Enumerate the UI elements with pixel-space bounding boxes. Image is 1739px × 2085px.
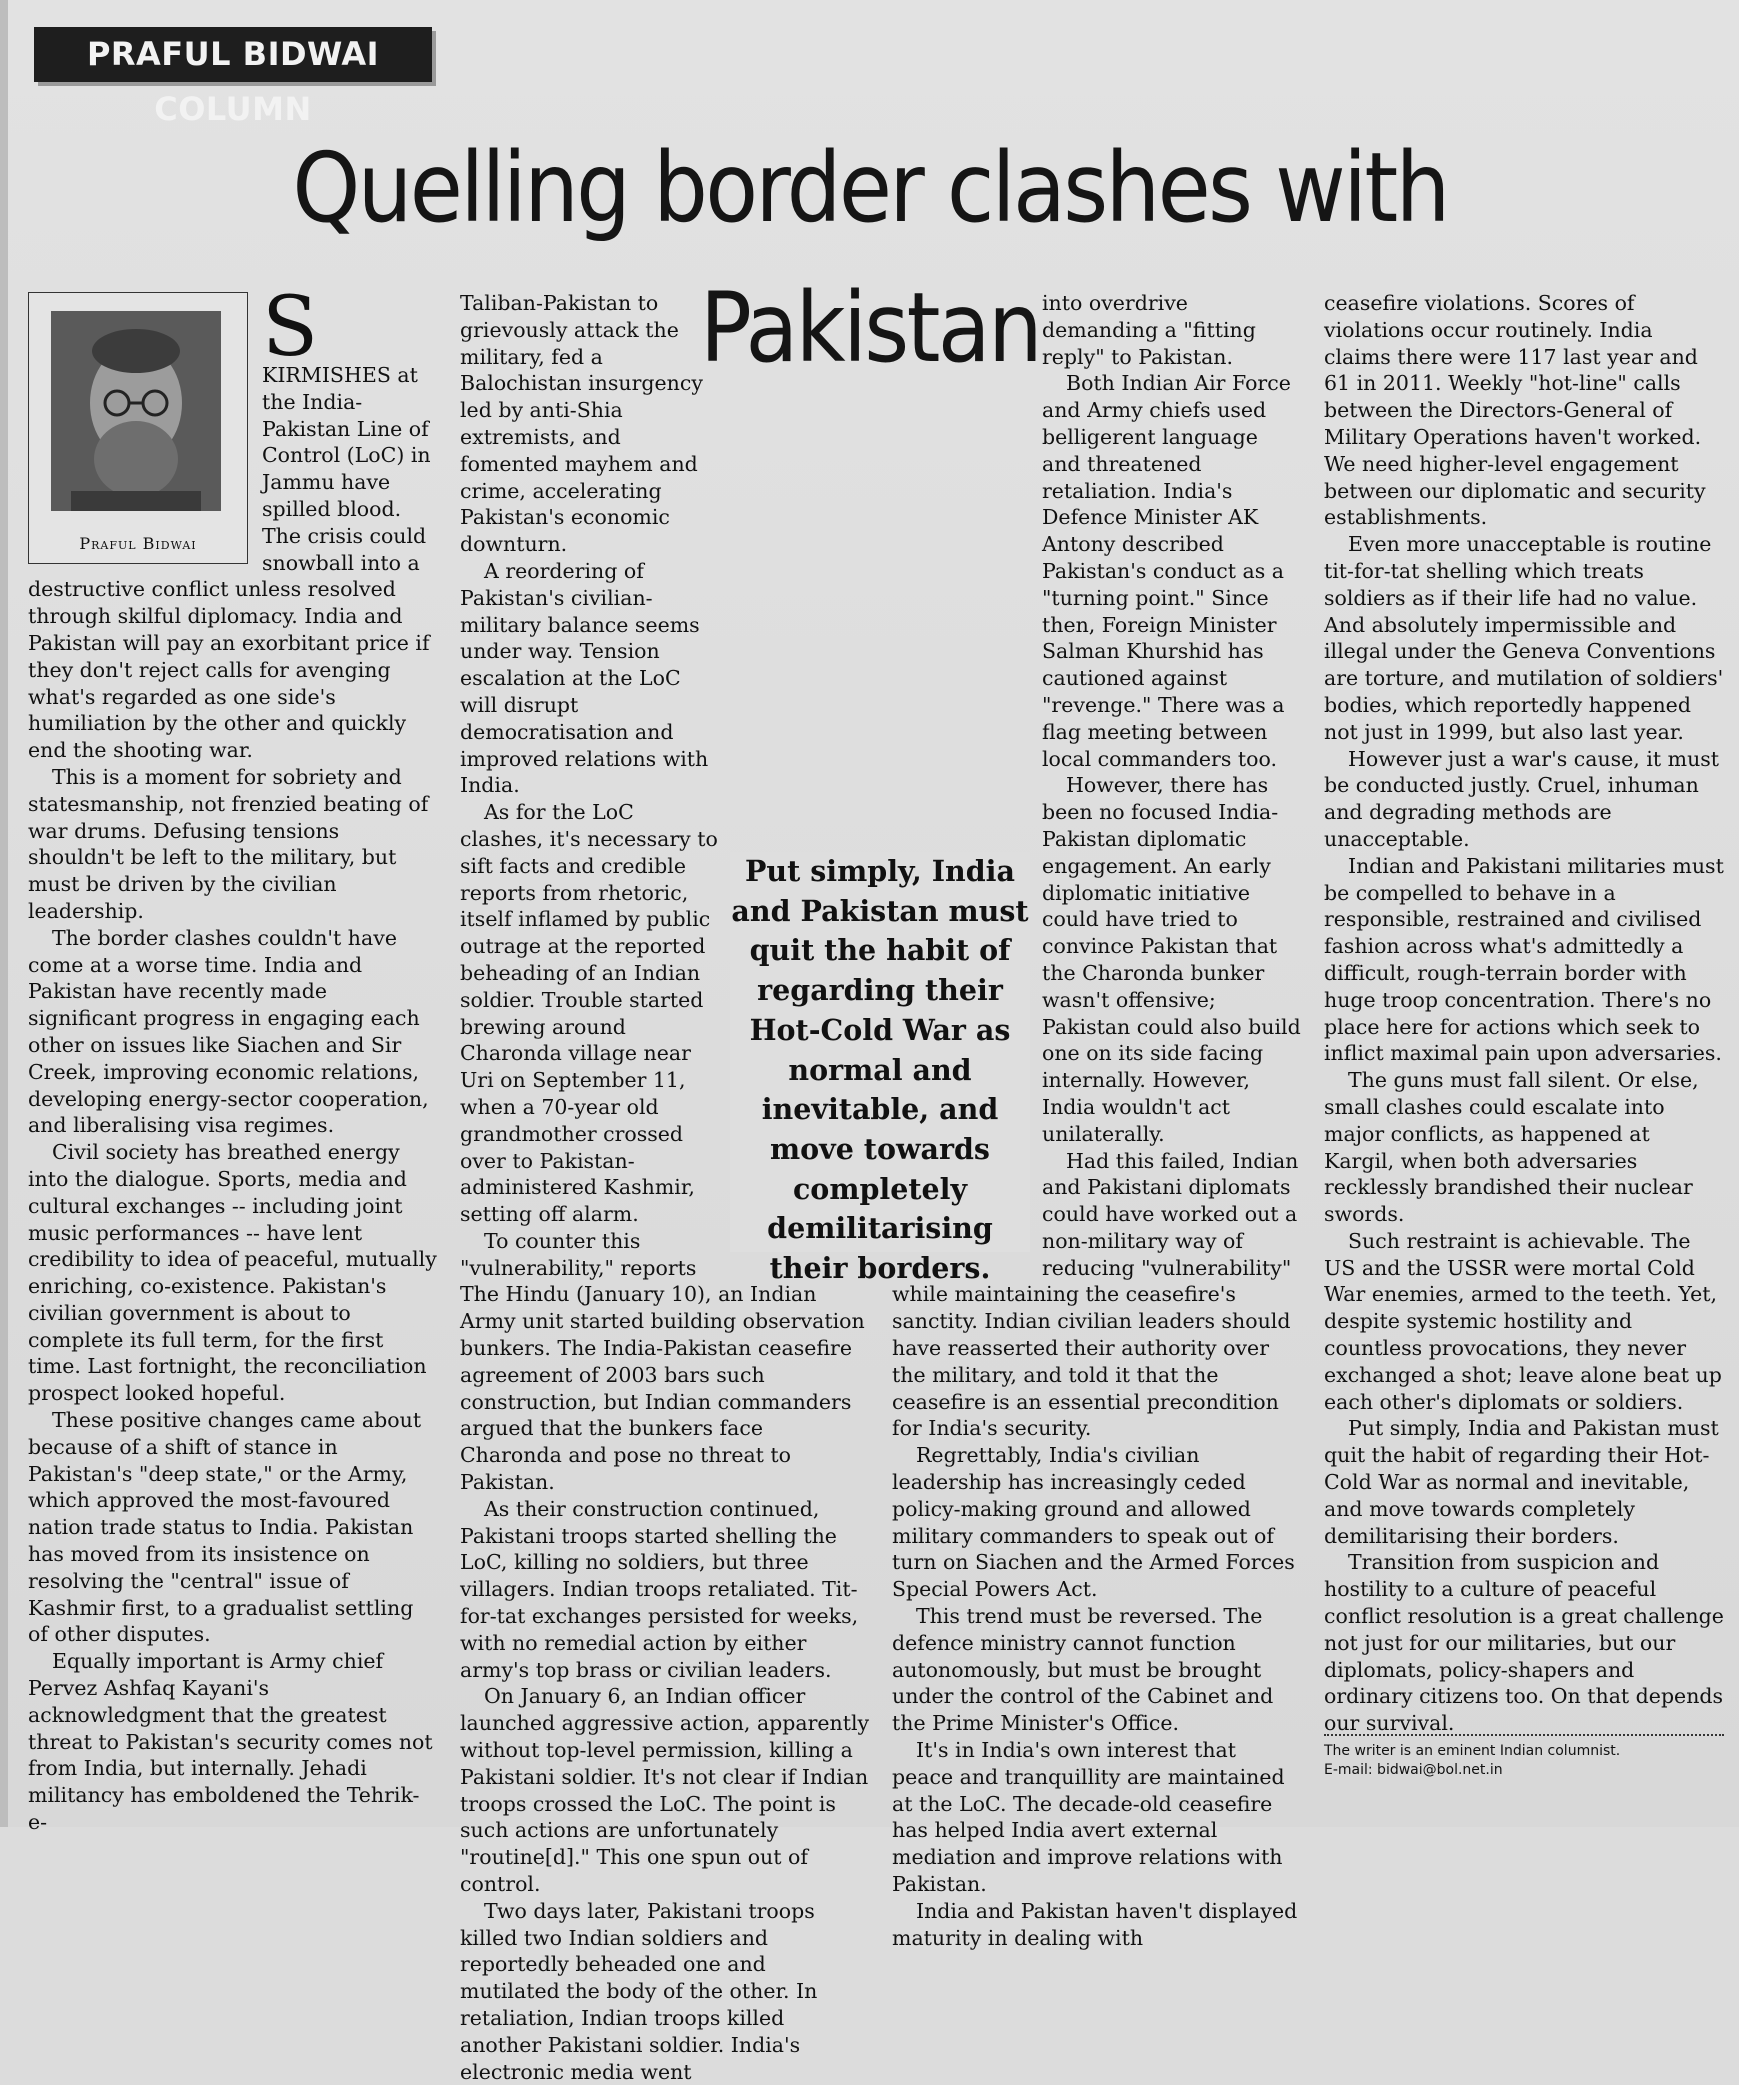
paragraph: Had this failed, Indian and Pakistani diplomats could have worked out a non-military way of reducing "vulnerability" while maintaining the ceasefire's sanctity. Indian civilian leaders should have reasserted their authority over the military, and told it that the ceasefire is an essential precondition for India's security.: [892, 1148, 1299, 1441]
paragraph: Indian and Pakistani militaries must be compelled to behave in a responsible, restrained and civilised fashion across what's admittedly a difficult, rough-terrain border with huge troop concentration. There's no place here for actions which seek to inflict maximal pain upon adversaries.: [1324, 853, 1724, 1066]
article-column-4: [1324, 290, 1724, 1736]
paragraph: Taliban-Pakistan to grievously attack the military, fed a Balochistan insurgency led by anti-Shia extremists, and fomented mayhem and crime, accelerating Pakistan's economic downturn.: [460, 291, 703, 557]
paragraph: As their construction continued, Pakistani troops started shelling the LoC, killing no soldiers, but three villagers. Indian troops retaliated. Tit-for-tat exchanges persisted for weeks, with no remedial action by either army's top brass or civilian leaders.: [460, 1496, 859, 1682]
paragraph: Put simply, India and Pakistan must quit the habit of regarding their Hot-Cold War as normal and inevitable, and move towards completely demilitarising their borders.: [1324, 1416, 1719, 1548]
paragraph: However just a war's cause, it must be conducted justly. Cruel, inhuman and degrading methods are unacceptable.: [1324, 746, 1720, 851]
pull-quote: Put simply, India and Pakistan must quit the habit of regarding their Hot-Cold War as normal and inevitable, and move towards completely demilitarising their borders.: [731, 854, 1029, 1286]
author-portrait-image: [51, 311, 221, 511]
drop-cap: S: [262, 280, 319, 375]
paragraph: The border clashes couldn't have come at a worse time. India and Pakistan have recently made significant progress in engaging each other on issues like Siachen and Sir Creek, improving economic relations, developing energy-sector cooperation, and liberalising visa regimes.: [28, 925, 429, 1138]
paragraph: Both Indian Air Force and Army chiefs used belligerent language and threatened retaliation. India's Defence Minister AK Antony described Pakistan's conduct as a "turning point." Since then, Foreign Minister Salman Khurshid has cautioned against "revenge." There was a flag meeting between local commanders too.: [1042, 371, 1291, 771]
article-column-1: [28, 280, 438, 1835]
paragraph: However, there has been no focused India-Pakistan diplomatic engagement. An early diplomatic initiative could have tried to convince Pakistan that the Charonda bunker wasn't offensive; Pakistan could also build one on its side facing internally. However, India wouldn't act unilaterally.: [1042, 773, 1301, 1146]
paragraph: A reordering of Pakistan's civilian-military balance seems under way. Tension escalation at the LoC will disrupt democratisation and improved relations with India.: [460, 558, 709, 798]
paragraph: It's in India's own interest that peace and tranquillity are maintained at the LoC. The decade-old ceasefire has helped India avert external mediation and improve relations with Pakistan.: [892, 1738, 1285, 1897]
paragraph: Even more unacceptable is routine tit-for-tat shelling which treats soldiers as if their life had no value. And absolutely impermissible and illegal under the Geneva Conventions are torture, and mutilation of soldiers' bodies, which reportedly happened not just in 1999, but also last year.: [1324, 532, 1724, 744]
paragraph: This trend must be reversed. The defence ministry cannot function autonomously, but must be brought under the control of the Cabinet and the Prime Minister's Office.: [892, 1604, 1274, 1736]
author-photo-frame: [28, 292, 248, 564]
paragraph: Transition from suspicion and hostility to a culture of peaceful conflict resolution is a great challenge not just for our militaries, but our diplomats, policy-shapers and ordinary citizens too. On that depends our survival.: [1324, 1550, 1724, 1736]
paragraph: Such restraint is achievable. The US and the USSR were mortal Cold War enemies, armed to the teeth. Yet, despite systemic hostility and countless provocations, they never exchanged a shot; leave alone beat up each other's diplomats or soldiers.: [1324, 1228, 1722, 1414]
paragraph: Regrettably, India's civilian leadership has increasingly ceded policy-making ground and allowed military commanders to speak out of turn on Siachen and the Armed Forces Special Powers Act.: [892, 1443, 1295, 1602]
author-photo-caption: Praful Bidwai: [79, 534, 197, 553]
paragraph: into overdrive demanding a "fitting reply" to Pakistan.: [1042, 291, 1256, 369]
author-credit-line: The writer is an eminent Indian columnist.: [1324, 1743, 1621, 1759]
lead-paragraph-text: KIRMISHES at the India-Pakistan Line of Control (LoC) in Jammu have spilled blood. The crisis could snowball into a destructive conflict unless resolved through skilful diplomacy. India and Pakistan will pay an exorbitant price if they don't reject calls for avenging what's regarded as one side's humiliation by the other and quickly end the shooting war.: [28, 363, 431, 763]
paragraph: The guns must fall silent. Or else, small clashes could escalate into major conflicts, as happened at Kargil, when both adversaries recklessly brandished their nuclear swords.: [1324, 1068, 1699, 1227]
paragraph: Two days later, Pakistani troops killed two Indian soldiers and reportedly beheaded one and mutilated the body of the other. In retaliation, Indian troops killed another Pakistani soldier. India's electronic media went: [460, 1898, 818, 2084]
paragraph: India and Pakistan haven't displayed maturity in dealing with: [892, 1898, 1298, 1950]
column-kicker: PRAFUL BIDWAI COLUMN: [34, 27, 432, 82]
paragraph: This is a moment for sobriety and statesmanship, not frenzied beating of war drums. Defusing tensions shouldn't be left to the military, but must be driven by the civilian leadership.: [28, 764, 429, 923]
author-credit: [1324, 1742, 1724, 1780]
credit-divider: [1324, 1734, 1724, 1736]
author-photo: [51, 311, 221, 511]
paragraph: Civil society has breathed energy into the dialogue. Sports, media and cultural exchanges -- including joint music performances -- have lent credibility to idea of peaceful, mutually enriching, co-existence. Pakistan's civilian government is about to complete its full term, for the first time. Last fortnight, the reconciliation prospect looked hopeful.: [28, 1140, 437, 1406]
paragraph: Equally important is Army chief Pervez Ashfaq Kayani's acknowledgment that the greatest threat to Pakistan's security comes not from India, but internally. Jehadi militancy has emboldened the Tehrik-e-: [28, 1649, 433, 1835]
paragraph: ceasefire violations. Scores of violations occur routinely. India claims there were 117 last year and 61 in 2011. Weekly "hot-line" calls between the Directors-General of Military Operations haven't worked. We need higher-level engagement between our diplomatic and security establishments.: [1324, 291, 1706, 530]
paragraph: These positive changes came about because of a shift of stance in Pakistan's "deep state," or the Army, which approved the most-favoured nation trade status to India. Pakistan has moved from its insistence on resolving the "central" issue of Kashmir first, to a gradualist settling of other disputes.: [28, 1408, 422, 1647]
page-edge: [0, 0, 8, 1827]
paragraph: As for the LoC clashes, it's necessary to sift facts and credible reports from rhetoric, itself inflamed by public outrage at the reported beheading of an Indian soldier. Trouble started brewing around Charonda village near Uri on September 11, when a 70-year old grandmother crossed over to Pakistan-administered Kashmir, setting off alarm.: [460, 800, 718, 1227]
paragraph: On January 6, an Indian officer launched aggressive action, apparently without top-level permission, killing a Pakistani soldier. It's not clear if Indian troops crossed the LoC. The point is such actions are unfortunately "routine[d]." This one spun out of control.: [460, 1684, 870, 1897]
headline: Quelling border clashes with Pakistan: [292, 132, 1448, 384]
author-email: E-mail: bidwai@bol.net.in: [1324, 1762, 1503, 1778]
paragraph: To counter this "vulnerability," reports The Hindu (January 10), an Indian Army unit started building observation bunkers. The India-Pakistan ceasefire agreement of 2003 bars such construction, but Indian commanders argued that the bunkers face Charonda and pose no threat to Pakistan.: [460, 1228, 865, 1495]
